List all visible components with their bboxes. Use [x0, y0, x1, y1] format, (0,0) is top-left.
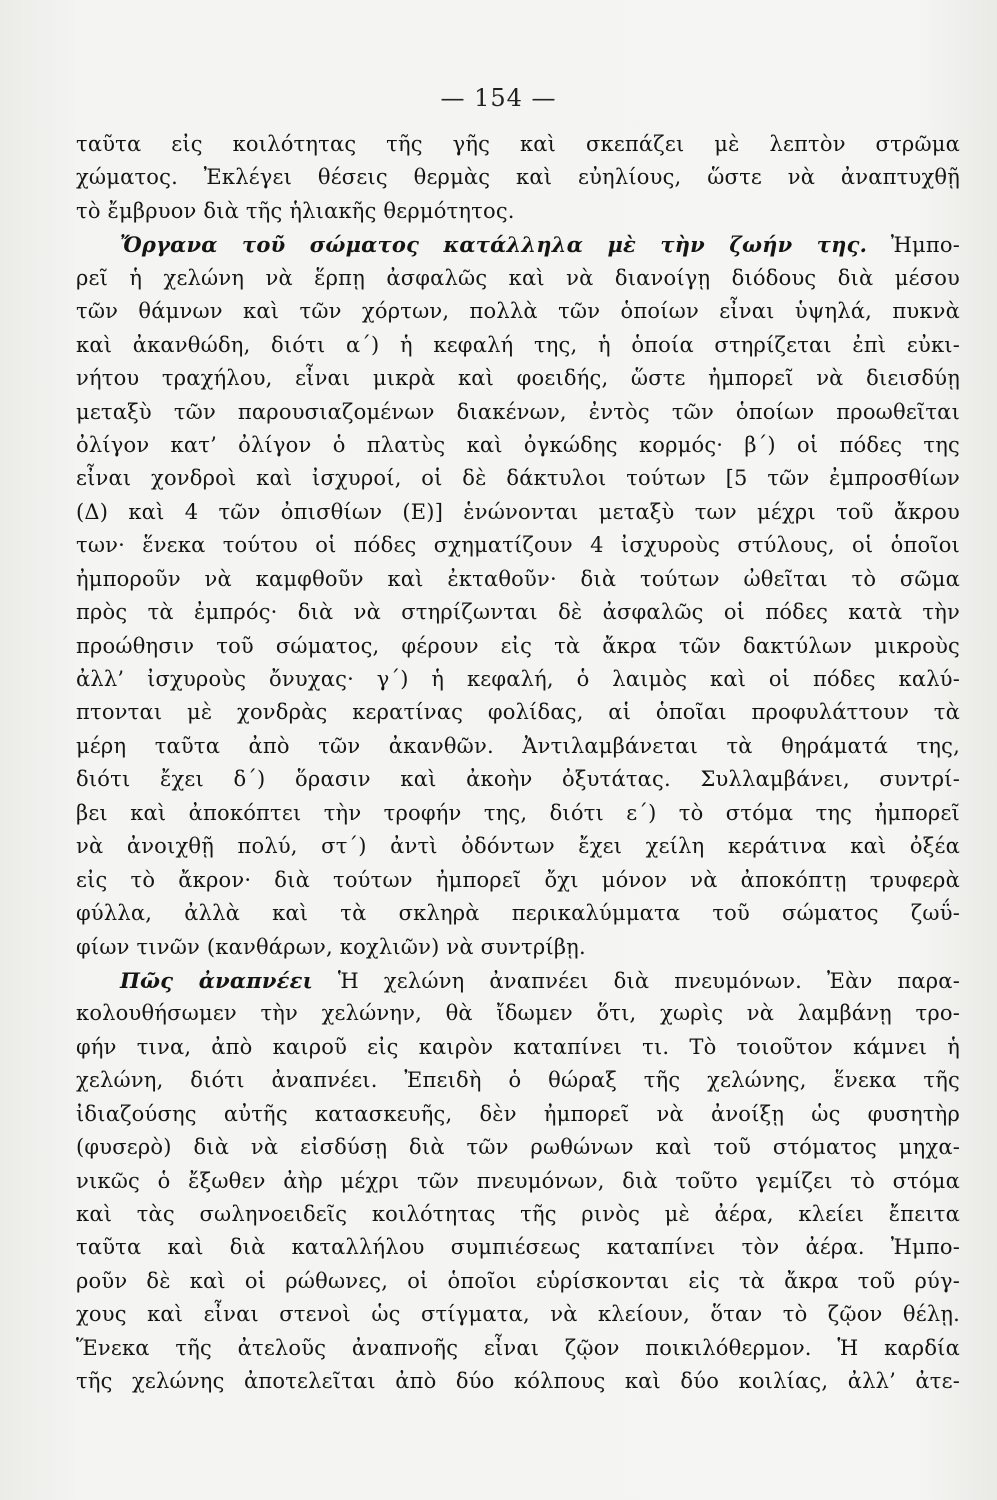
- text-line: πτονται μὲ χονδρὰς κερατίνας φολίδας, αἱ ὁποῖαι προφυλάττουν τὰ: [76, 700, 960, 725]
- text-line: κολουθήσωμεν τὴν χελώνην, θὰ ἴδωμεν ὅτι, χωρὶς νὰ λαμβάνῃ τρο-: [76, 1001, 960, 1026]
- section-heading-line: [76, 964, 960, 997]
- text-line: διότι ἔχει δ΄) ὅρασιν καὶ ἀκοὴν ὀξυτάτας. Συλλαμβάνει, συντρί-: [76, 767, 960, 792]
- text-line: τῆς χελώνης ἀποτελεῖται ἀπὸ δύο κόλπους καὶ δύο κοιλίας, ἀλλ’ ἀτε-: [76, 1369, 960, 1394]
- text-run: Ἡ χελώνη ἀναπνέει διὰ πνευμόνων. Ἐὰν παρα-: [312, 968, 960, 993]
- section-heading: Ὄργανα τοῦ σώματος κατάλληλα μὲ τὴν ζωήν της.: [120, 232, 868, 258]
- text-line: προώθησιν τοῦ σώματος, φέρουν εἰς τὰ ἄκρα τῶν δακτύλων μικροὺς: [76, 633, 960, 658]
- text-line: νικῶς ὁ ἔξωθεν ἀὴρ μέχρι τῶν πνευμόνων, διὰ τοῦτο γεμίζει τὸ στόμα: [76, 1168, 960, 1193]
- body-text: [76, 128, 960, 1399]
- text-line: καὶ ἀκανθώδη, διότι α΄) ἡ κεφαλή της, ἡ ὁποία στηρίζεται ἐπὶ εὐκι-: [76, 332, 960, 357]
- text-line: Ἕνεκα τῆς ἀτελοῦς ἀναπνοῆς εἶναι ζῷον ποικιλόθερμον. Ἡ καρδία: [76, 1335, 960, 1360]
- text-line: τῶν θάμνων καὶ τῶν χόρτων, πολλὰ τῶν ὁποίων εἶναι ὑψηλά, πυκνὰ: [76, 299, 960, 324]
- text-run: Ἠμπο-: [867, 233, 960, 258]
- section-heading: Πῶς ἀναπνέει: [120, 967, 313, 993]
- text-line: ταῦτα εἰς κοιλότητας τῆς γῆς καὶ σκεπάζει μὲ λεπτὸν στρῶμα: [76, 132, 960, 156]
- text-line: νήτου τραχήλου, εἶναι μικρὰ καὶ φοειδής, ὥστε ἠμπορεῖ νὰ διεισδύῃ: [76, 366, 960, 391]
- text-line: των· ἕνεκα τούτου οἱ πόδες σχηματίζουν 4 ἰσχυροὺς στύλους, οἱ ὁποῖοι: [76, 533, 960, 558]
- page-number: — 154 —: [440, 84, 557, 112]
- section-heading-line: [76, 228, 960, 261]
- text-line: χώματος. Ἐκλέγει θέσεις θερμὰς καὶ εὐηλίους, ὥστε νὰ ἀναπτυχθῇ: [76, 165, 960, 190]
- text-line: ταῦτα καὶ διὰ καταλλήλου συμπιέσεως καταπίνει τὸν ἀέρα. Ἠμπο-: [76, 1235, 960, 1260]
- text-line: βει καὶ ἀποκόπτει τὴν τροφήν της, διότι ε΄) τὸ στόμα της ἠμπορεῖ: [76, 800, 960, 825]
- text-line: τὸ ἔμβρυον διὰ τῆς ἡλιακῆς θερμότητος.: [76, 198, 515, 223]
- text-line: χους καὶ εἶναι στενοὶ ὡς στίγματα, νὰ κλείουν, ὅταν τὸ ζῷον θέλῃ.: [76, 1302, 960, 1327]
- text-line: (φυσερὸ) διὰ νὰ εἰσδύσῃ διὰ τῶν ρωθώνων καὶ τοῦ στόματος μηχα-: [76, 1135, 960, 1160]
- text-line: μεταξὺ τῶν παρουσιαζομένων διακένων, ἐντὸς τῶν ὁποίων προωθεῖται: [76, 399, 960, 424]
- text-line: ἰδιαζούσης αὐτῆς κατασκευῆς, δὲν ἠμπορεῖ νὰ ἀνοίξῃ ὡς φυσητὴρ: [76, 1101, 960, 1126]
- text-line: ὀλίγον κατ’ ὀλίγον ὁ πλατὺς καὶ ὀγκώδης κορμός· β΄) οἱ πόδες της: [76, 432, 960, 457]
- text-line: νὰ ἀνοιχθῇ πολύ, στ΄) ἀντὶ ὀδόντων ἔχει χείλη κεράτινα καὶ ὀξέα: [76, 834, 960, 859]
- text-line: χελώνη, διότι ἀναπνέει. Ἐπειδὴ ὁ θώραξ τῆς χελώνης, ἕνεκα τῆς: [76, 1068, 960, 1093]
- text-line: πρὸς τὰ ἐμπρός· διὰ νὰ στηρίζωνται δὲ ἀσφαλῶς οἱ πόδες κατὰ τὴν: [76, 600, 960, 625]
- text-line: ἀλλ’ ἰσχυροὺς ὄνυχας· γ΄) ἡ κεφαλή, ὁ λαιμὸς καὶ οἱ πόδες καλύ-: [76, 667, 960, 691]
- text-line: φίων τινῶν (κανθάρων, κοχλιῶν) νὰ συντρίβῃ.: [76, 934, 586, 959]
- text-line: (Δ) καὶ 4 τῶν ὀπισθίων (Ε)] ἑνώνονται μεταξὺ των μέχρι τοῦ ἄκρου: [76, 499, 960, 524]
- text-line: ἠμποροῦν νὰ καμφθοῦν καὶ ἐκταθοῦν· διὰ τούτων ὠθεῖται τὸ σῶμα: [76, 566, 960, 591]
- text-line: μέρη ταῦτα ἀπὸ τῶν ἀκανθῶν. Ἀντιλαμβάνεται τὰ θηράματά της,: [76, 733, 960, 758]
- text-line: καὶ τὰς σωληνοειδεῖς κοιλότητας τῆς ρινὸς μὲ ἀέρα, κλείει ἔπειτα: [76, 1202, 960, 1226]
- text-line: φήν τινα, ἀπὸ καιροῦ εἰς καιρὸν καταπίνει τι. Τὸ τοιοῦτον κάμνει ἡ: [76, 1034, 960, 1059]
- text-line: ρεῖ ἡ χελώνη νὰ ἕρπῃ ἀσφαλῶς καὶ νὰ διανοίγῃ διόδους διὰ μέσου: [76, 265, 960, 290]
- text-line: φύλλα, ἀλλὰ καὶ τὰ σκληρὰ περικαλύμματα τοῦ σώματος ζωΰ-: [76, 901, 960, 926]
- text-line: ροῦν δὲ καὶ οἱ ρώθωνες, οἱ ὁποῖοι εὑρίσκονται εἰς τὰ ἄκρα τοῦ ρύγ-: [76, 1268, 960, 1293]
- text-line: εἰς τὸ ἄκρον· διὰ τούτων ἠμπορεῖ ὄχι μόνον νὰ ἀποκόπτῃ τρυφερὰ: [76, 867, 960, 892]
- text-line: εἶναι χονδροὶ καὶ ἰσχυροί, οἱ δὲ δάκτυλοι τούτων [5 τῶν ἐμπροσθίων: [76, 466, 960, 491]
